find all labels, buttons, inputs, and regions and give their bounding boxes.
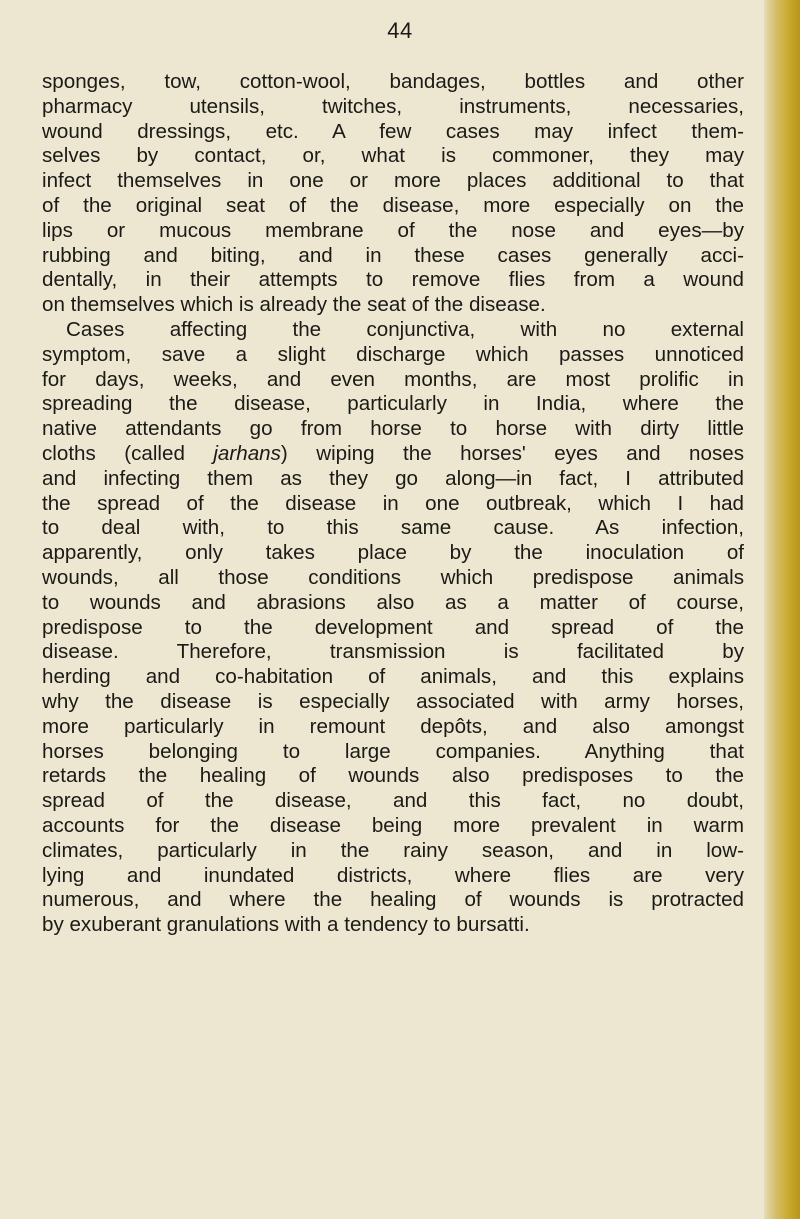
- text-line: Cases affecting the conjunctiva, with no external: [66, 317, 744, 341]
- text-line: sponges, tow, cotton-wool, bandages, bottles and other: [42, 70, 744, 93]
- text-line: disease. Therefore, transmission is facilitated by: [42, 640, 744, 664]
- text-line: the spread of the disease in one outbreak, which I had: [42, 491, 744, 515]
- text-line: climates, particularly in the rainy season, and in low-: [42, 838, 744, 862]
- page-edge: [764, 0, 800, 1219]
- text-line: horses belonging to large companies. Anything that: [42, 739, 744, 763]
- text-line: cloths (called jarhans) wiping the horses' eyes and noses: [42, 441, 744, 465]
- text-line: on themselves which is already the seat of the disease.: [42, 293, 546, 317]
- body-text: [42, 70, 744, 938]
- text-line: for days, weeks, and even months, are most prolific in: [42, 367, 744, 391]
- text-line: spread of the disease, and this fact, no doubt,: [42, 789, 744, 813]
- text-line: dentally, in their attempts to remove flies from a wound: [42, 268, 744, 292]
- text-line: and infecting them as they go along—in fact, I attributed: [42, 466, 744, 490]
- text-line: to deal with, to this same cause. As infection,: [42, 516, 744, 540]
- text-line: native attendants go from horse to horse with dirty little: [42, 417, 744, 441]
- text-line: infect themselves in one or more places additional to that: [42, 169, 744, 193]
- text-line: selves by contact, or, what is commoner, they may: [42, 144, 744, 168]
- text-line: more particularly in remount depôts, and also amongst: [42, 714, 744, 738]
- text-line: predispose to the development and spread of the: [42, 615, 744, 639]
- text-line: symptom, save a slight discharge which passes unnoticed: [42, 342, 744, 366]
- italic-term: jarhans: [213, 441, 281, 465]
- text-line: wound dressings, etc. A few cases may infect them-: [42, 119, 744, 143]
- text-line: accounts for the disease being more prevalent in warm: [42, 813, 744, 837]
- text-line: why the disease is especially associated with army horses,: [42, 689, 744, 713]
- text-line: rubbing and biting, and in these cases generally acci-: [42, 243, 744, 267]
- text-line: retards the healing of wounds also predisposes to the: [42, 764, 744, 788]
- text-line: lying and inundated districts, where flies are very: [42, 863, 744, 887]
- text-line: apparently, only takes place by the inoculation of: [42, 541, 744, 565]
- text-line: by exuberant granulations with a tendency to bursatti.: [42, 913, 530, 937]
- page-number: 44: [387, 18, 413, 43]
- text-line: spreading the disease, particularly in India, where the: [42, 392, 744, 416]
- text-line: numerous, and where the healing of wounds is protracted: [42, 888, 744, 912]
- text-line: to wounds and abrasions also as a matter of course,: [42, 590, 744, 614]
- text-line: pharmacy utensils, twitches, instruments, necessaries,: [42, 94, 744, 118]
- text-line: wounds, all those conditions which predispose animals: [42, 565, 744, 589]
- text-line: of the original seat of the disease, more especially on the: [42, 193, 744, 217]
- text-line: lips or mucous membrane of the nose and eyes—by: [42, 218, 744, 242]
- text-line: herding and co-habitation of animals, and this explains: [42, 665, 744, 689]
